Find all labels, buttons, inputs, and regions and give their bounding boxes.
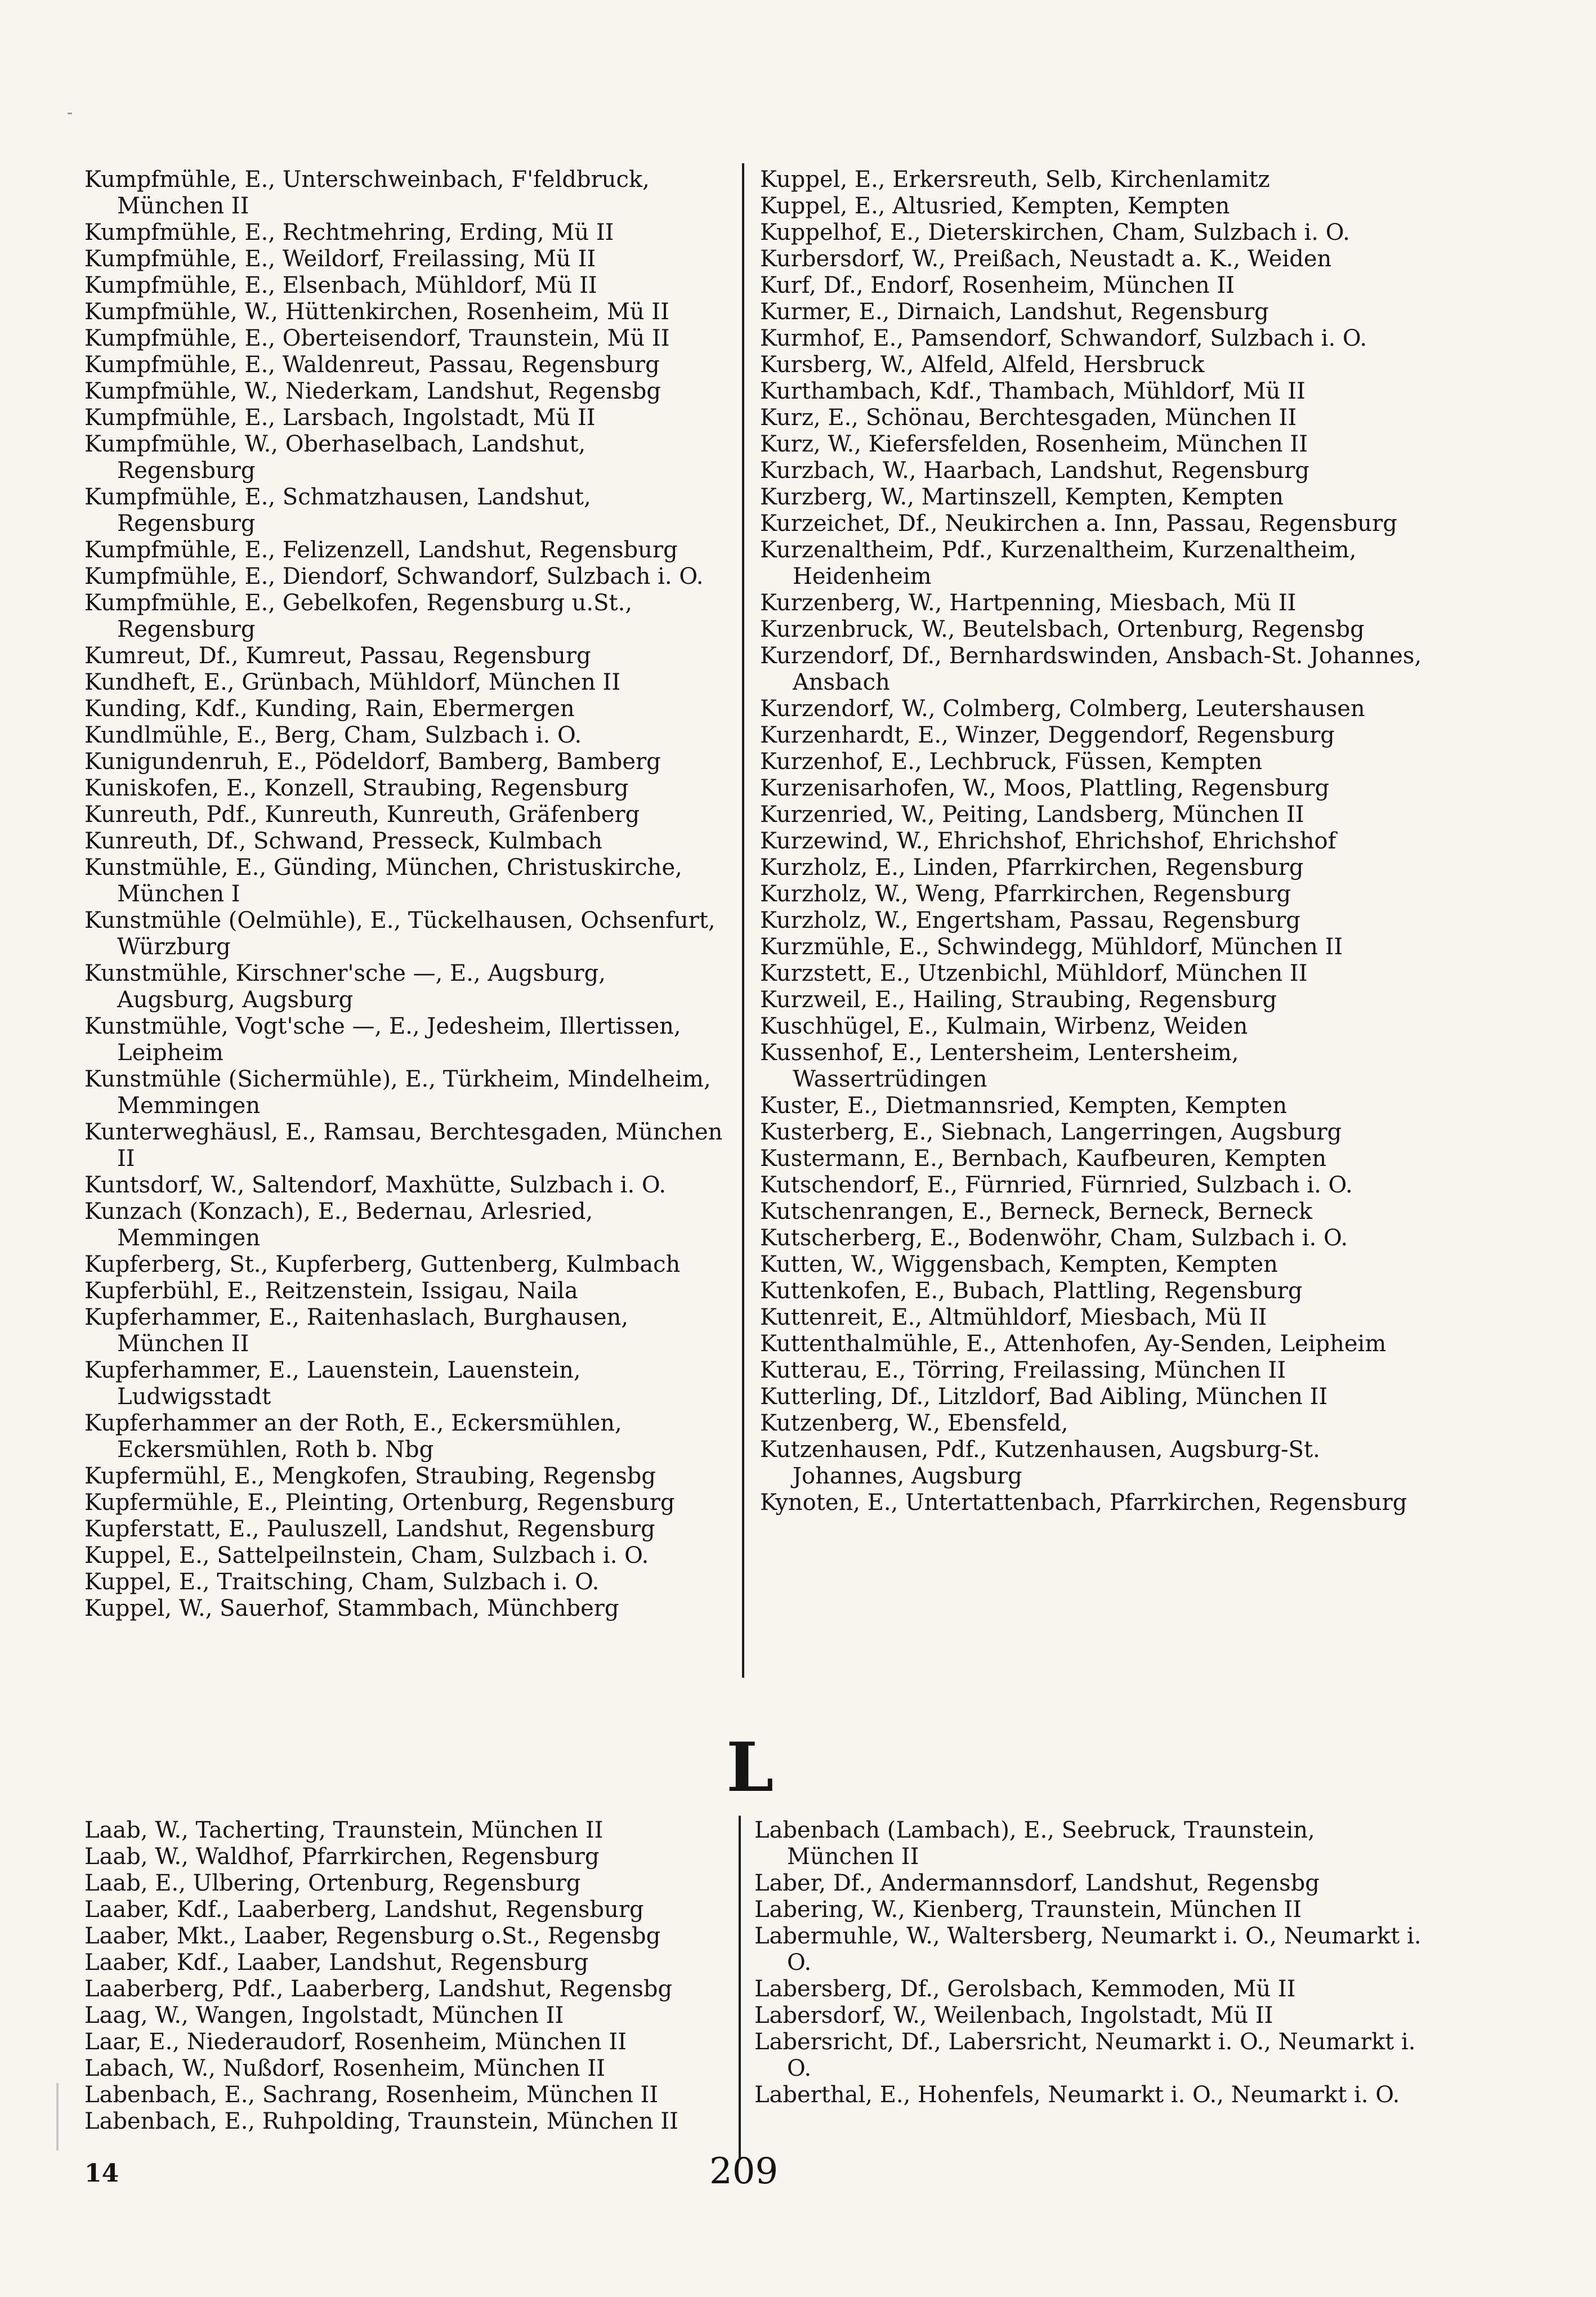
index-entry: Labersdorf, W., Weilenbach, Ingolstadt, Mü II <box>754 2003 1273 2028</box>
index-entry: Kuppel, E., Sattelpeilnstein, Cham, Sulzbach i. O. <box>84 1543 649 1568</box>
index-entry: Kutschendorf, E., Fürnried, Fürnried, Sulzbach i. O. <box>760 1172 1353 1198</box>
top-column-divider <box>742 163 744 1678</box>
index-entry: Kumpfmühle, E., Oberteisendorf, Traunstein, Mü II <box>84 325 670 351</box>
index-entry: Labersberg, Df., Gerolsbach, Kemmoden, Mü II <box>754 1976 1296 2002</box>
index-entry: Kutterau, E., Törring, Freilassing, München II <box>760 1357 1286 1383</box>
index-entry: Kurzenbruck, W., Beutelsbach, Ortenburg, Regensbg <box>760 616 1365 642</box>
index-entry: Kutterling, Df., Litzldorf, Bad Aibling, München II <box>760 1384 1328 1410</box>
index-entry: Laaber, Mkt., Laaber, Regensburg o.St., Regensbg <box>84 1923 661 1949</box>
index-entry: Kuppel, E., Traitsching, Cham, Sulzbach i. O. <box>84 1569 600 1595</box>
index-entry: Laberthal, E., Hohenfels, Neumarkt i. O., Neumarkt i. O. <box>754 2082 1400 2108</box>
index-entry: Kuppel, E., Erkersreuth, Selb, Kirchenlamitz <box>760 167 1270 193</box>
index-entry: Kurbersdorf, W., Preißach, Neustadt a. K., Weiden <box>760 246 1332 272</box>
index-entry: Kupfermühl, E., Mengkofen, Straubing, Regensbg <box>84 1463 656 1489</box>
index-entry: Labering, W., Kienberg, Traunstein, München II <box>754 1897 1302 1923</box>
index-entry: Kunstmühle, E., Günding, München, Christuskirche, München I <box>84 855 682 907</box>
index-entry: Kunterweghäusl, E., Ramsau, Berchtesgaden, München II <box>84 1119 723 1172</box>
index-entry: Kurzmühle, E., Schwindegg, Mühldorf, München II <box>760 934 1343 960</box>
index-entry: Kutzenberg, W., Ebensfeld, <box>760 1410 1069 1436</box>
index-entry: Kuschhügel, E., Kulmain, Wirbenz, Weiden <box>760 1013 1248 1039</box>
page-number: 209 <box>709 2151 779 2192</box>
index-entry: Labenbach, E., Sachrang, Rosenheim, München II <box>84 2082 659 2108</box>
index-entry: Kumpfmühle, E., Weildorf, Freilassing, Mü II <box>84 246 596 272</box>
index-entry: Kurmhof, E., Pamsendorf, Schwandorf, Sulzbach i. O. <box>760 325 1367 351</box>
index-entry: Kurzendorf, W., Colmberg, Colmberg, Leutershausen <box>760 696 1365 722</box>
index-entry: Kumpfmühle, W., Hüttenkirchen, Rosenheim, Mü II <box>84 299 669 325</box>
index-entry: Kumpfmühle, E., Felizenzell, Landshut, Regensburg <box>84 537 678 563</box>
index-entry: Laar, E., Niederaudorf, Rosenheim, München II <box>84 2029 627 2055</box>
bottom-column-divider <box>739 1816 741 2159</box>
index-entry: Kursberg, W., Alfeld, Alfeld, Hersbruck <box>760 352 1205 378</box>
index-entry: Kuppel, W., Sauerhof, Stammbach, Münchberg <box>84 1596 619 1621</box>
index-entry: Laaberberg, Pdf., Laaberberg, Landshut, Regensbg <box>84 1976 673 2002</box>
index-entry: Kynoten, E., Untertattenbach, Pfarrkirchen, Regensburg <box>760 1490 1407 1516</box>
index-entry: Kunreuth, Df., Schwand, Presseck, Kulmbach <box>84 828 602 854</box>
index-entry: Labenbach (Lambach), E., Seebruck, Traunstein, München II <box>754 1817 1315 1870</box>
index-entry: Kunstmühle (Sichermühle), E., Türkheim, Mindelheim, Memmingen <box>84 1066 711 1119</box>
top-right-column <box>760 167 1424 1516</box>
bottom-right-column <box>754 1817 1424 2108</box>
index-entry: Labach, W., Nußdorf, Rosenheim, München II <box>84 2055 605 2081</box>
index-entry: Kutten, W., Wiggensbach, Kempten, Kempten <box>760 1252 1278 1277</box>
margin-speck <box>68 113 72 114</box>
index-entry: Kupferbühl, E., Reitzenstein, Issigau, Naila <box>84 1278 578 1304</box>
index-entry: Kumpfmühle, E., Larsbach, Ingolstadt, Mü II <box>84 405 596 431</box>
index-entry: Kurzweil, E., Hailing, Straubing, Regensburg <box>760 987 1277 1013</box>
index-entry: Labersricht, Df., Labersricht, Neumarkt i. O., Neumarkt i. O. <box>754 2029 1416 2081</box>
index-entry: Kuniskofen, E., Konzell, Straubing, Regensburg <box>84 775 629 801</box>
index-entry: Kurzholz, W., Engertsham, Passau, Regensburg <box>760 908 1300 933</box>
index-entry: Kurz, W., Kiefersfelden, Rosenheim, München II <box>760 431 1308 457</box>
index-entry: Kurzenried, W., Peiting, Landsberg, München II <box>760 802 1304 828</box>
index-entry: Kussenhof, E., Lentersheim, Lentersheim, Wassertrüdingen <box>760 1040 1239 1092</box>
index-entry: Kundlmühle, E., Berg, Cham, Sulzbach i. O. <box>84 722 582 748</box>
index-entry: Kumpfmühle, E., Schmatzhausen, Landshut, Regensburg <box>84 484 591 537</box>
index-entry: Kustermann, E., Bernbach, Kaufbeuren, Kempten <box>760 1146 1327 1172</box>
index-entry: Kumpfmühle, E., Rechtmehring, Erding, Mü II <box>84 220 614 245</box>
index-entry: Kumpfmühle, W., Oberhaselbach, Landshut, Regensburg <box>84 431 586 484</box>
index-entry: Kurzewind, W., Ehrichshof, Ehrichshof, Ehrichshof <box>760 828 1336 854</box>
index-entry: Kupferhammer, E., Raitenhaslach, Burghausen, München II <box>84 1304 629 1357</box>
index-entry: Kurzbach, W., Haarbach, Landshut, Regensburg <box>760 458 1309 484</box>
index-entry: Kuttenthalmühle, E., Attenhofen, Ay-Senden, Leipheim <box>760 1331 1387 1357</box>
index-entry: Kunzach (Konzach), E., Bedernau, Arlesried, Memmingen <box>84 1199 593 1251</box>
index-entry: Kupferstatt, E., Pauluszell, Landshut, Regensburg <box>84 1516 655 1542</box>
index-entry: Kunding, Kdf., Kunding, Rain, Ebermergen <box>84 696 575 722</box>
index-entry: Kumpfmühle, E., Gebelkofen, Regensburg u.St., Regensburg <box>84 590 633 642</box>
index-entry: Kupferhammer, E., Lauenstein, Lauenstein, Ludwigsstadt <box>84 1357 581 1410</box>
index-entry: Laab, E., Ulbering, Ortenburg, Regensburg <box>84 1870 581 1896</box>
index-entry: Kurf, Df., Endorf, Rosenheim, München II <box>760 272 1235 298</box>
index-entry: Kumpfmühle, E., Diendorf, Schwandorf, Sulzbach i. O. <box>84 564 704 589</box>
index-entry: Kuppelhof, E., Dieterskirchen, Cham, Sulzbach i. O. <box>760 220 1350 245</box>
index-entry: Kurmer, E., Dirnaich, Landshut, Regensburg <box>760 299 1269 325</box>
index-entry: Kurzeichet, Df., Neukirchen a. Inn, Passau, Regensburg <box>760 511 1397 537</box>
index-entry: Kumpfmühle, W., Niederkam, Landshut, Regensbg <box>84 378 661 404</box>
index-entry: Laaber, Kdf., Laaber, Landshut, Regensburg <box>84 1950 589 1976</box>
index-entry: Kurthambach, Kdf., Thambach, Mühldorf, Mü II <box>760 378 1306 404</box>
index-entry: Kunstmühle, Vogt'sche —, E., Jedesheim, Illertissen, Leipheim <box>84 1013 681 1066</box>
index-entry: Kumpfmühle, E., Unterschweinbach, F'feldbruck, München II <box>84 167 650 219</box>
margin-speck <box>56 2083 59 2151</box>
index-entry: Laab, W., Tacherting, Traunstein, München II <box>84 1817 603 1843</box>
bottom-left-column <box>84 1817 721 2135</box>
index-entry: Kupferhammer an der Roth, E., Eckersmühlen, Eckersmühlen, Roth b. Nbg <box>84 1410 622 1463</box>
index-entry: Kutschenrangen, E., Berneck, Berneck, Berneck <box>760 1199 1313 1225</box>
index-entry: Kupfermühle, E., Pleinting, Ortenburg, Regensburg <box>84 1490 675 1516</box>
index-entry: Laaber, Kdf., Laaberberg, Landshut, Regensburg <box>84 1897 644 1923</box>
index-entry: Kurz, E., Schönau, Berchtesgaden, München II <box>760 405 1297 431</box>
index-entry: Kurzenhardt, E., Winzer, Deggendorf, Regensburg <box>760 722 1335 748</box>
index-entry: Kurzenaltheim, Pdf., Kurzenaltheim, Kurzenaltheim, Heidenheim <box>760 537 1357 589</box>
index-entry: Kumreut, Df., Kumreut, Passau, Regensburg <box>84 643 591 669</box>
index-entry: Kunstmühle (Oelmühle), E., Tückelhausen, Ochsenfurt, Würzburg <box>84 908 716 960</box>
index-entry: Kuntsdorf, W., Saltendorf, Maxhütte, Sulzbach i. O. <box>84 1172 667 1198</box>
index-entry: Kurzstett, E., Utzenbichl, Mühldorf, München II <box>760 960 1308 986</box>
index-entry: Kuttenreit, E., Altmühldorf, Miesbach, Mü II <box>760 1304 1267 1330</box>
index-entry: Kuster, E., Dietmannsried, Kempten, Kempten <box>760 1093 1287 1119</box>
index-entry: Labermuhle, W., Waltersberg, Neumarkt i. O., Neumarkt i. O. <box>754 1923 1421 1976</box>
index-entry: Kurzholz, E., Linden, Pfarrkirchen, Regensburg <box>760 855 1304 881</box>
index-entry: Kumpfmühle, E., Waldenreut, Passau, Regensburg <box>84 352 660 378</box>
index-entry: Kumpfmühle, E., Elsenbach, Mühldorf, Mü II <box>84 272 597 298</box>
index-entry: Laab, W., Waldhof, Pfarrkirchen, Regensburg <box>84 1844 600 1870</box>
index-entry: Kunreuth, Pdf., Kunreuth, Kunreuth, Gräfenberg <box>84 802 640 828</box>
index-entry: Kunstmühle, Kirschner'sche —, E., Augsburg, Augsburg, Augsburg <box>84 960 606 1013</box>
index-entry: Kusterberg, E., Siebnach, Langerringen, Augsburg <box>760 1119 1342 1145</box>
top-left-column <box>84 167 726 1622</box>
index-entry: Kurzenberg, W., Hartpenning, Miesbach, Mü II <box>760 590 1297 616</box>
index-entry: Kutzenhausen, Pdf., Kutzenhausen, Augsburg-St. Johannes, Augsburg <box>760 1437 1320 1489</box>
index-entry: Kunigundenruh, E., Pödeldorf, Bamberg, Bamberg <box>84 749 661 775</box>
index-entry: Kurzenhof, E., Lechbruck, Füssen, Kempten <box>760 749 1263 775</box>
index-entry: Laber, Df., Andermannsdorf, Landshut, Regensbg <box>754 1870 1320 1896</box>
index-entry: Kupferberg, St., Kupferberg, Guttenberg, Kulmbach <box>84 1252 681 1277</box>
index-entry: Kurzendorf, Df., Bernhardswinden, Ansbach-St. Johannes, Ansbach <box>760 643 1422 695</box>
index-entry: Kuttenkofen, E., Bubach, Plattling, Regensburg <box>760 1278 1303 1304</box>
index-entry: Kundheft, E., Grünbach, Mühldorf, München II <box>84 669 621 695</box>
index-entry: Kurzholz, W., Weng, Pfarrkirchen, Regensburg <box>760 881 1291 907</box>
section-letter-heading: L <box>726 1728 774 1807</box>
index-entry: Labenbach, E., Ruhpolding, Traunstein, München II <box>84 2108 678 2134</box>
index-entry: Kuppel, E., Altusried, Kempten, Kempten <box>760 193 1230 219</box>
signature-mark: 14 <box>84 2159 119 2188</box>
index-entry: Kutscherberg, E., Bodenwöhr, Cham, Sulzbach i. O. <box>760 1225 1348 1251</box>
index-entry: Kurzberg, W., Martinszell, Kempten, Kempten <box>760 484 1284 510</box>
index-entry: Laag, W., Wangen, Ingolstadt, München II <box>84 2003 564 2028</box>
index-entry: Kurzenisarhofen, W., Moos, Plattling, Regensburg <box>760 775 1330 801</box>
